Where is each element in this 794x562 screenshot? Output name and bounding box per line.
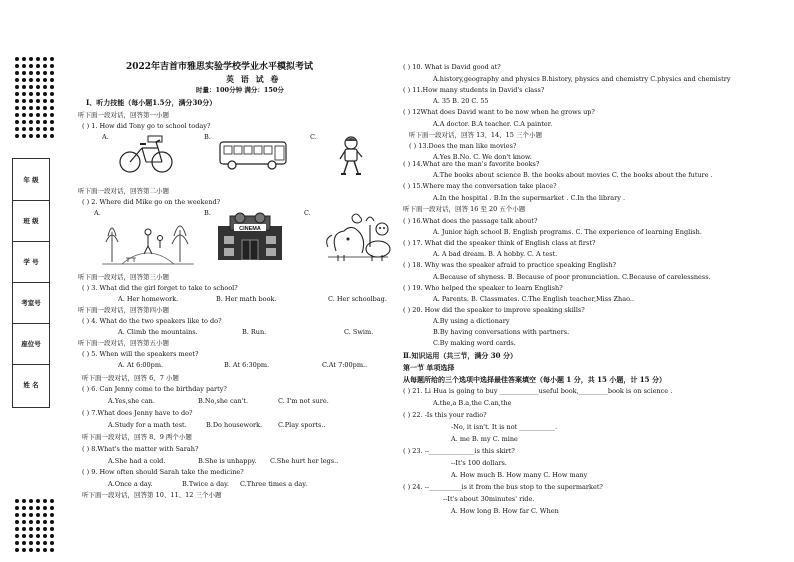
q20-option-b: B.By having conversations with partners. <box>433 328 570 336</box>
question-7: ( ) 7.What does Jenny have to do? <box>82 409 193 417</box>
q15-options: A.In the hospital . B.In the supermarket . C.In the library . <box>433 194 626 202</box>
q8-option-c: C.She hurt her legs.. <box>270 457 339 465</box>
knowledge-section-heading: Ⅱ.知识运用（共三节，满分 30 分） <box>403 351 517 360</box>
walking-boy-image <box>336 135 366 177</box>
part1-heading: 第一节 单项选择 <box>403 363 455 372</box>
question-13: ( ) 13.Does the man like movies? <box>409 142 517 150</box>
q16-options: A. Junior high school B. English programs. C. The experience of learning English. <box>433 228 702 236</box>
binding-dots-bottom <box>15 499 54 552</box>
listen-instruction-16-20: 听下面一段对话，回答 16 至 20 五个小题 <box>403 205 526 213</box>
q2-option-c: C. <box>304 209 311 217</box>
q10-options: A.history,geography and physics B.history, physics and chemistry C.physics and chemistry <box>433 75 731 83</box>
q17-options: A. A bad dream. B. A hobby. C. A test. <box>433 250 558 258</box>
q22-reply: -No, it isn't. It is not ___________. <box>451 423 558 431</box>
question-6: ( ) 6. Can Jenny come to the birthday party? <box>82 385 227 393</box>
q6-option-a: A.Yes,she can. <box>108 397 155 405</box>
q20-option-a: A.By using a dictionary <box>433 317 510 325</box>
q3-option-c: C. Her schoolbag. <box>328 295 387 303</box>
question-9: ( ) 9. How often should Sarah take the medicine? <box>82 468 244 476</box>
q19-options: A. Parents. B. Classmates. C.The English teacher,Miss Zhao.. <box>433 295 635 303</box>
q14-options: A.The books about science B. the books about movies C. the books about the future . <box>433 171 713 179</box>
q9-option-b: B.Twice a day. <box>182 480 229 488</box>
listen-instruction-5: 听下面一段对话，回答第五小题 <box>78 339 169 347</box>
question-14: ( ) 14.What are the man's favorite books? <box>403 160 540 168</box>
q4-option-b: B. Run. <box>242 328 267 336</box>
q5-option-b: B. At 6:30pm. <box>224 361 270 369</box>
question-17: ( ) 17. What did the speaker think of English class at first? <box>403 239 596 247</box>
seat-number-label: 座位号 <box>21 339 41 348</box>
question-22: ( ) 22. -Is this your radio? <box>403 411 487 419</box>
class-label: 班 级 <box>23 216 39 225</box>
listening-section-heading: I、听力技能（每小题1.5分，满分30分） <box>86 98 217 107</box>
q2-option-b: B. <box>204 209 211 217</box>
question-23: ( ) 23. --______________is this skirt? <box>403 447 515 455</box>
q21-options: A.the,a B.a,the C.an,the <box>433 399 512 407</box>
listen-instruction-10-12: 听下面一段对话，回答第 10、11、12 三个小题 <box>82 491 222 499</box>
q3-option-b: B. Her math book. <box>216 295 277 303</box>
grade-label: 年 级 <box>23 175 39 184</box>
q6-option-c: C. I'm not sure. <box>278 397 329 405</box>
q6-option-b: B.No,she can't. <box>198 397 249 405</box>
question-1: ( ) 1. How did Tony go to school today? <box>82 122 211 130</box>
q4-option-a: A. Climb the mountains. <box>118 328 198 336</box>
q9-option-c: C.Three times a day. <box>240 480 308 488</box>
q20-option-c: C.By making word cards. <box>433 339 516 347</box>
question-10: ( ) 10. What is David good at? <box>403 63 501 71</box>
name-label: 姓 名 <box>23 380 39 389</box>
exam-title: 2022年吉首市雅思实验学校学业水平模拟考试 <box>126 62 314 72</box>
question-19: ( ) 19. Who helped the speaker to learn English? <box>403 284 563 292</box>
zoo-image <box>322 211 394 263</box>
q23-reply: --It's 100 dollars. <box>451 459 507 467</box>
listen-instruction-6-7: 听下面一段对话，回答 6、7 小题 <box>82 374 179 382</box>
q2-option-a: A. <box>94 209 101 217</box>
exam-subject: 英 语 试 卷 <box>226 74 281 84</box>
q5-option-c: C.At 7:00pm.. <box>322 361 368 369</box>
q24-options: A. How long B. How far C. When <box>451 507 559 515</box>
q4-option-c: C. Swim. <box>344 328 374 336</box>
bicycle-image <box>118 134 174 174</box>
cinema-sign: CINEMA <box>239 226 261 232</box>
bus-image <box>218 138 290 172</box>
q1-option-b: B. <box>204 133 211 141</box>
q7-option-a: A.Study for a math test. <box>108 421 187 429</box>
q24-reply: --It's about 30minutes' ride. <box>443 495 535 503</box>
q8-option-a: A.She had a cold. <box>108 457 166 465</box>
listen-instruction-8-9: 听下面一段对话，回答 8、9 两个小题 <box>82 433 192 441</box>
q5-option-a: A. At 6:00pm. <box>118 361 164 369</box>
question-15: ( ) 15.Where may the conversation take place? <box>403 182 557 190</box>
q22-options: A. me B. my C. mine <box>451 435 518 443</box>
listen-instruction-2: 听下面一段对话，回答第二小题 <box>78 187 169 195</box>
q1-option-a: A. <box>102 133 109 141</box>
q3-option-a: A. Her homework. <box>118 295 179 303</box>
student-number-label: 学 号 <box>23 257 39 266</box>
question-11: ( ) 11.How many students in David's class? <box>403 86 545 94</box>
student-info-box <box>12 158 50 408</box>
cinema-image <box>218 212 282 260</box>
question-3: ( ) 3. What did the girl forget to take to school? <box>82 284 238 292</box>
question-24: ( ) 24. --__________is it from the bus stop to the supermarket? <box>403 483 603 491</box>
question-4: ( ) 4. What do the two speakers like to do? <box>82 317 222 325</box>
question-5: ( ) 5. When will the speakers meet? <box>82 350 199 358</box>
exam-room-label: 考室号 <box>21 298 41 307</box>
part1-instructions: 从每题所给的三个选项中选择最佳答案填空（每小题 1 分，共 15 小题，计 15 分） <box>403 375 666 384</box>
q8-option-b: B.She is unhappy. <box>198 457 257 465</box>
listen-instruction-4: 听下面一段对话，回答第四小题 <box>78 306 169 314</box>
question-16: ( ) 16.What does the passage talk about? <box>403 217 538 225</box>
question-8: ( ) 8.What's the matter with Sarah? <box>82 445 199 453</box>
q11-options: A. 35 B. 20 C. 55 <box>433 97 489 105</box>
q9-option-a: A.Once a day. <box>108 480 153 488</box>
q23-options: A. How much B. How many C. How many <box>451 471 588 479</box>
listen-instruction-1: 听下面一段对话，回答第一小题 <box>78 111 169 119</box>
q7-option-b: B.Do housework. <box>206 421 263 429</box>
question-12: ( ) 12What does David want to be now when he grows up? <box>403 108 595 116</box>
q1-option-c: C. <box>310 133 317 141</box>
question-2: ( ) 2. Where did Mike go on the weekend? <box>82 198 221 206</box>
question-20: ( ) 20. How did the speaker to improve speaking skills? <box>403 306 585 314</box>
q12-options: A.A doctor. B.A teacher. C.A painter. <box>433 120 553 128</box>
binding-dots-top <box>15 57 54 138</box>
question-18: ( ) 18. Why was the speaker afraid to practice speaking English? <box>403 261 617 269</box>
time-score: 时量：100分钟 满分：150分 <box>196 86 284 94</box>
park-image <box>102 212 194 268</box>
listen-instruction-3: 听下面一段对话，回答第三小题 <box>78 273 169 281</box>
listen-instruction-13-15: 听下面一段对话，回答 13、14、15 三个小题 <box>409 131 542 139</box>
q7-option-c: C.Play sports.. <box>278 421 326 429</box>
q18-options: A.Because of shyness. B. Because of poor pronunciation. C.Because of carelessness. <box>433 273 711 281</box>
q13-options: A.Yes B.No. C. We don't know. <box>433 153 532 161</box>
question-21: ( ) 21. Li Hua is going to buy ____________useful book,_________book is on science . <box>403 387 673 395</box>
